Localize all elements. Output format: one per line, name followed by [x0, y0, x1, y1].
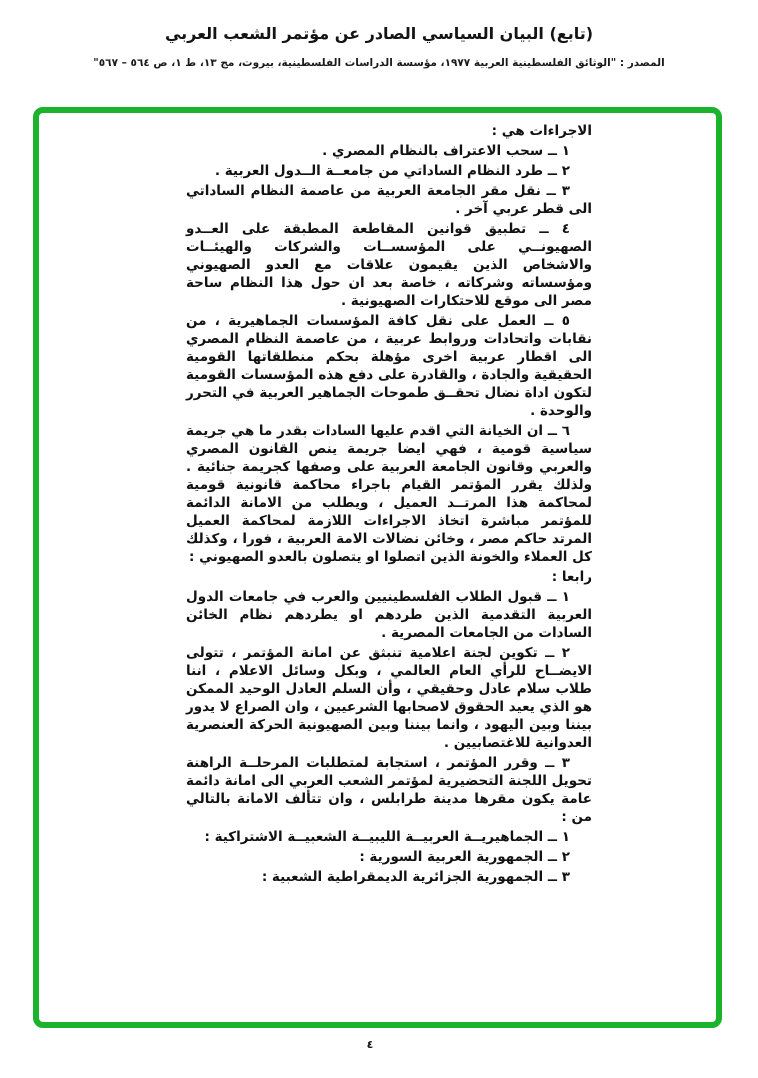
secretariat-member-2: ٢ ــ الجمهورية العربية السورية :	[359, 849, 570, 865]
section-heading-fourth: رابعا :	[551, 569, 592, 585]
fourth-item-1: ١ ــ قبول الطلاب الفلسطينيين والعرب في جامعات الدول العربية التقدمية الذين طردهم او يطردهم نظام الخائن السادات من الجامعات المصرية .	[186, 589, 592, 641]
section-heading-procedures: الاجراءات هي :	[491, 123, 592, 139]
list-item-6: ٦ ــ ان الخيانة التي اقدم عليها السادات بقدر ما هي جريمة سياسية قومية ، فهي ايضا جريمة ينص القانون المصري والعربي وقانون الجامعة العربية على وصفها كجريمة جنائية . ولذلك يقرر المؤتمر القيام باجراء محاكمة قانونية قومية لمحاكمة هذا المرتــد العميل ، ويطلب من الامانة الدائمة للمؤتمر مباشرة اتخاذ الاجراءات اللازمة لمحاكمة العميل المرتد حاكم مصر ، وخائن نضالات الامة العربية ، فورا ، وكذلك كل العملاء والخونة الذين اتصلوا او يتصلون بالعدو الصهيوني :	[186, 423, 592, 565]
content-border-box	[33, 107, 722, 1028]
document-body	[186, 122, 592, 888]
page-title: (تابع) البيان السياسي الصادر عن مؤتمر الشعب العربي	[164, 24, 594, 43]
fourth-item-3: ٣ ــ وقرر المؤتمر ، استجابة لمتطلبات المرحلــة الراهنة تحويل اللجنة التحضيرية لمؤتمر الشعب العربي الى امانة دائمة عامة يكون مقرها مدينة طرابلس ، وان تتألف الامانة بالتالي من :	[186, 755, 592, 825]
list-item-1: ١ ــ سحب الاعتراف بالنظام المصري .	[322, 143, 570, 159]
source-citation: المصدر : "الوثائق الفلسطينية العربية ١٩٧٧، مؤسسة الدراسات الفلسطينية، بيروت، مج ١٣، ط ١، ص ٥٦٤ – ٥٦٧"	[93, 57, 665, 69]
page-number: ٤	[366, 1038, 374, 1051]
fourth-item-2: ٢ ــ تكوين لجنة اعلامية تنبثق عن امانة المؤتمر ، تتولى الايضــاح للرأي العام العالمي ، وبكل وسائل الاعلام ، اننا طلاب سلام عادل وحقيقي ، وأن السلم العادل الوحيد الممكن هو الذي يعيد الحقوق لاصحابها الشرعيين ، وان الصراع لا يدور بيننا وبين اليهود ، وانما بيننا وبين الصهيونية الحركة العنصرية العدوانية للاغتصابيين .	[186, 645, 592, 751]
secretariat-member-3: ٣ ــ الجمهورية الجزائرية الديمقراطية الشعبية :	[261, 869, 570, 885]
list-item-4: ٤ ــ تطبيق قوانين المقاطعة المطبقة على العــدو الصهيونــي على المؤسســات والشركات والهيئــات والاشخاص الذين يقيمون علاقات مع العدو الصهيوني ومؤسساته وشركاته ، خاصة بعد ان حول هذا النظام ساحة مصر الى موقع للاحتكارات الصهيونية .	[186, 221, 592, 309]
secretariat-member-1: ١ ــ الجماهيريــة العربيــة الليبيــة الشعبيــة الاشتراكية :	[204, 829, 570, 845]
list-item-5: ٥ ــ العمل على نقل كافة المؤسسات الجماهيرية ، من نقابات واتحادات وروابط عربية ، من عاصمة النظام المصري الى اقطار عربية اخرى مؤهلة بحكم منطلقاتها القومية الحقيقية والجادة ، والقادرة على دفع هذه المؤسسات القومية لتكون اداة نضال تحقــق طموحات الجماهير العربية في التحرر والوحدة .	[186, 313, 592, 419]
list-item-3: ٣ ــ نقل مقر الجامعة العربية من عاصمة النظام الساداتي الى قطر عربي آخر .	[186, 183, 592, 217]
list-item-2: ٢ ــ طرد النظام الساداتي من جامعــة الــدول العربية .	[214, 163, 570, 179]
